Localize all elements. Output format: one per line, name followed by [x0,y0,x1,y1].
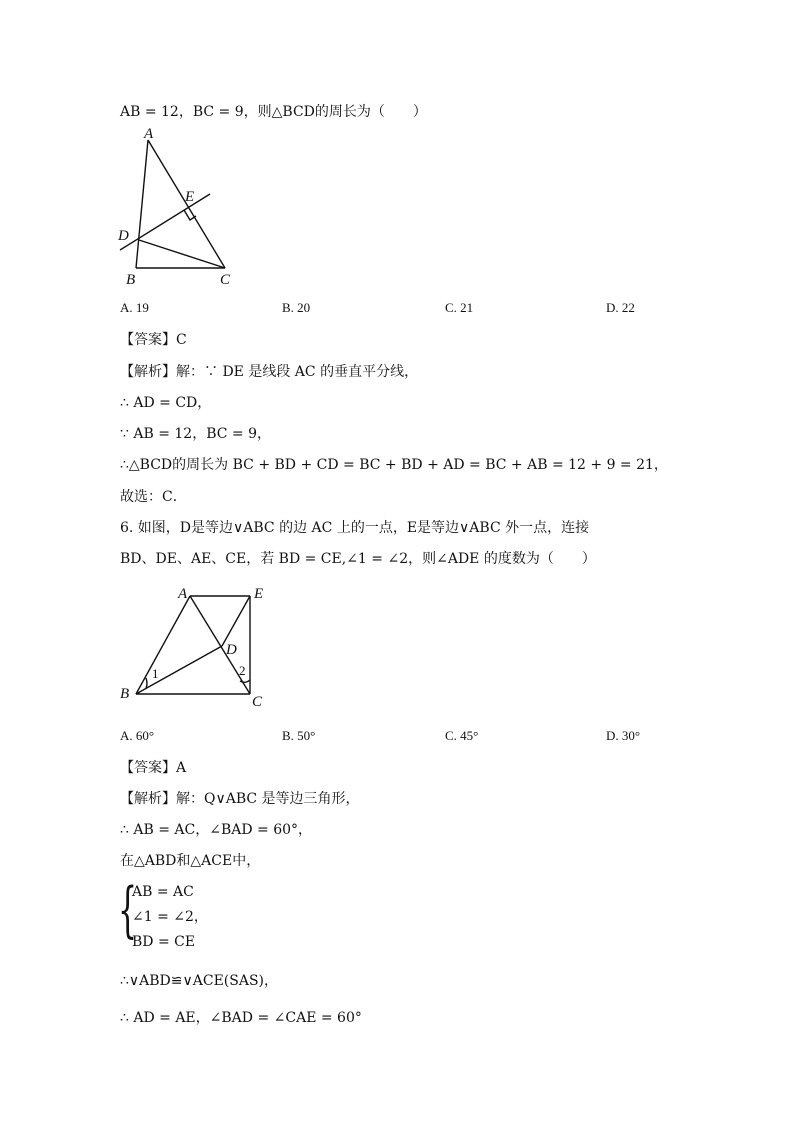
q5-figure [112,128,242,288]
q6-congruence-line: ∴∨ABD≌∨ACE(SAS)， [120,973,279,989]
q5-label-D: D [118,228,129,244]
q6-conclusion-line: ∴ AD = AE，∠BAD = ∠CAE = 60° [120,1010,362,1026]
q6-label-angle1: 1 [152,666,159,681]
q5-choice-a: A. 19 [120,300,149,315]
q5-seg-DC [139,240,225,268]
q6-choice-a: A. 60° [120,728,155,743]
q6-label-angle2: 2 [239,663,246,678]
q6-system-line-3: BD = CE [132,934,196,950]
q6-analysis-line-1: 【解析】解：Q∨ABC 是等边三角形， [120,791,360,807]
q5-choice-c: C. 21 [445,300,474,315]
q5-label-B: B [126,272,136,288]
q6-label-A: A [178,586,188,602]
q5-analysis-line-1: 【解析】解：∵ DE 是线段 AC 的垂直平分线， [120,364,419,380]
q6-choice-b: B. 50° [282,728,316,743]
q6-choice-c: C. 45° [445,728,479,743]
q6-choice-d: D. 30° [606,728,641,743]
q5-label-E: E [185,189,195,205]
q6-system-line-2: ∠1 = ∠2， [132,909,208,925]
q5-answer: 【答案】C [120,332,187,348]
q5-label-A: A [144,126,154,142]
q6-analysis-line-2: ∴ AB = AC，∠BAD = 60°， [120,822,313,838]
q5-choice-d: D. 22 [606,300,635,315]
q6-system-line-1: AB = AC [132,884,194,900]
q6-figure [112,584,272,714]
q6-stem-line-2: BD、DE、AE、CE，若 BD = CE,∠1 = ∠2，则∠ADE 的度数为（ ） [120,551,596,567]
q6-label-B: B [120,686,130,702]
q5-label-C: C [220,272,231,288]
q6-label-E: E [254,586,264,602]
q5-choice-b: B. 20 [282,300,311,315]
q5-analysis-line-3: ∵ AB = 12，BC = 9， [120,426,271,442]
q5-analysis-line-2: ∴ AD = CD， [120,395,212,411]
q6-analysis-line-3: 在△ABD和△ACE中， [120,853,261,869]
q6-label-C: C [252,694,263,710]
q5-stem: AB = 12，BC = 9，则△BCD的周长为（ ） [120,104,427,120]
q5-seg-AB [136,140,148,268]
q5-analysis-line-5: 故选：C． [120,489,187,505]
q6-seg-DE [222,596,250,646]
q6-answer: 【答案】A [120,760,187,776]
q6-stem-line-1: 6. 如图，D是等边∨ABC 的边 AC 上的一点，E是等边∨ABC 外一点，连接 [120,520,590,536]
q6-label-D: D [226,642,237,658]
q5-right-angle-mark [184,210,196,220]
q5-analysis-line-4: ∴△BCD的周长为 BC + BD + CD = BC + BD + AD = BC + AB = 12 + 9 = 21， [120,457,668,473]
q6-system-brace: { [118,875,138,945]
q5-perp-bisector [120,194,210,250]
q6-angle1-arc [146,678,147,688]
